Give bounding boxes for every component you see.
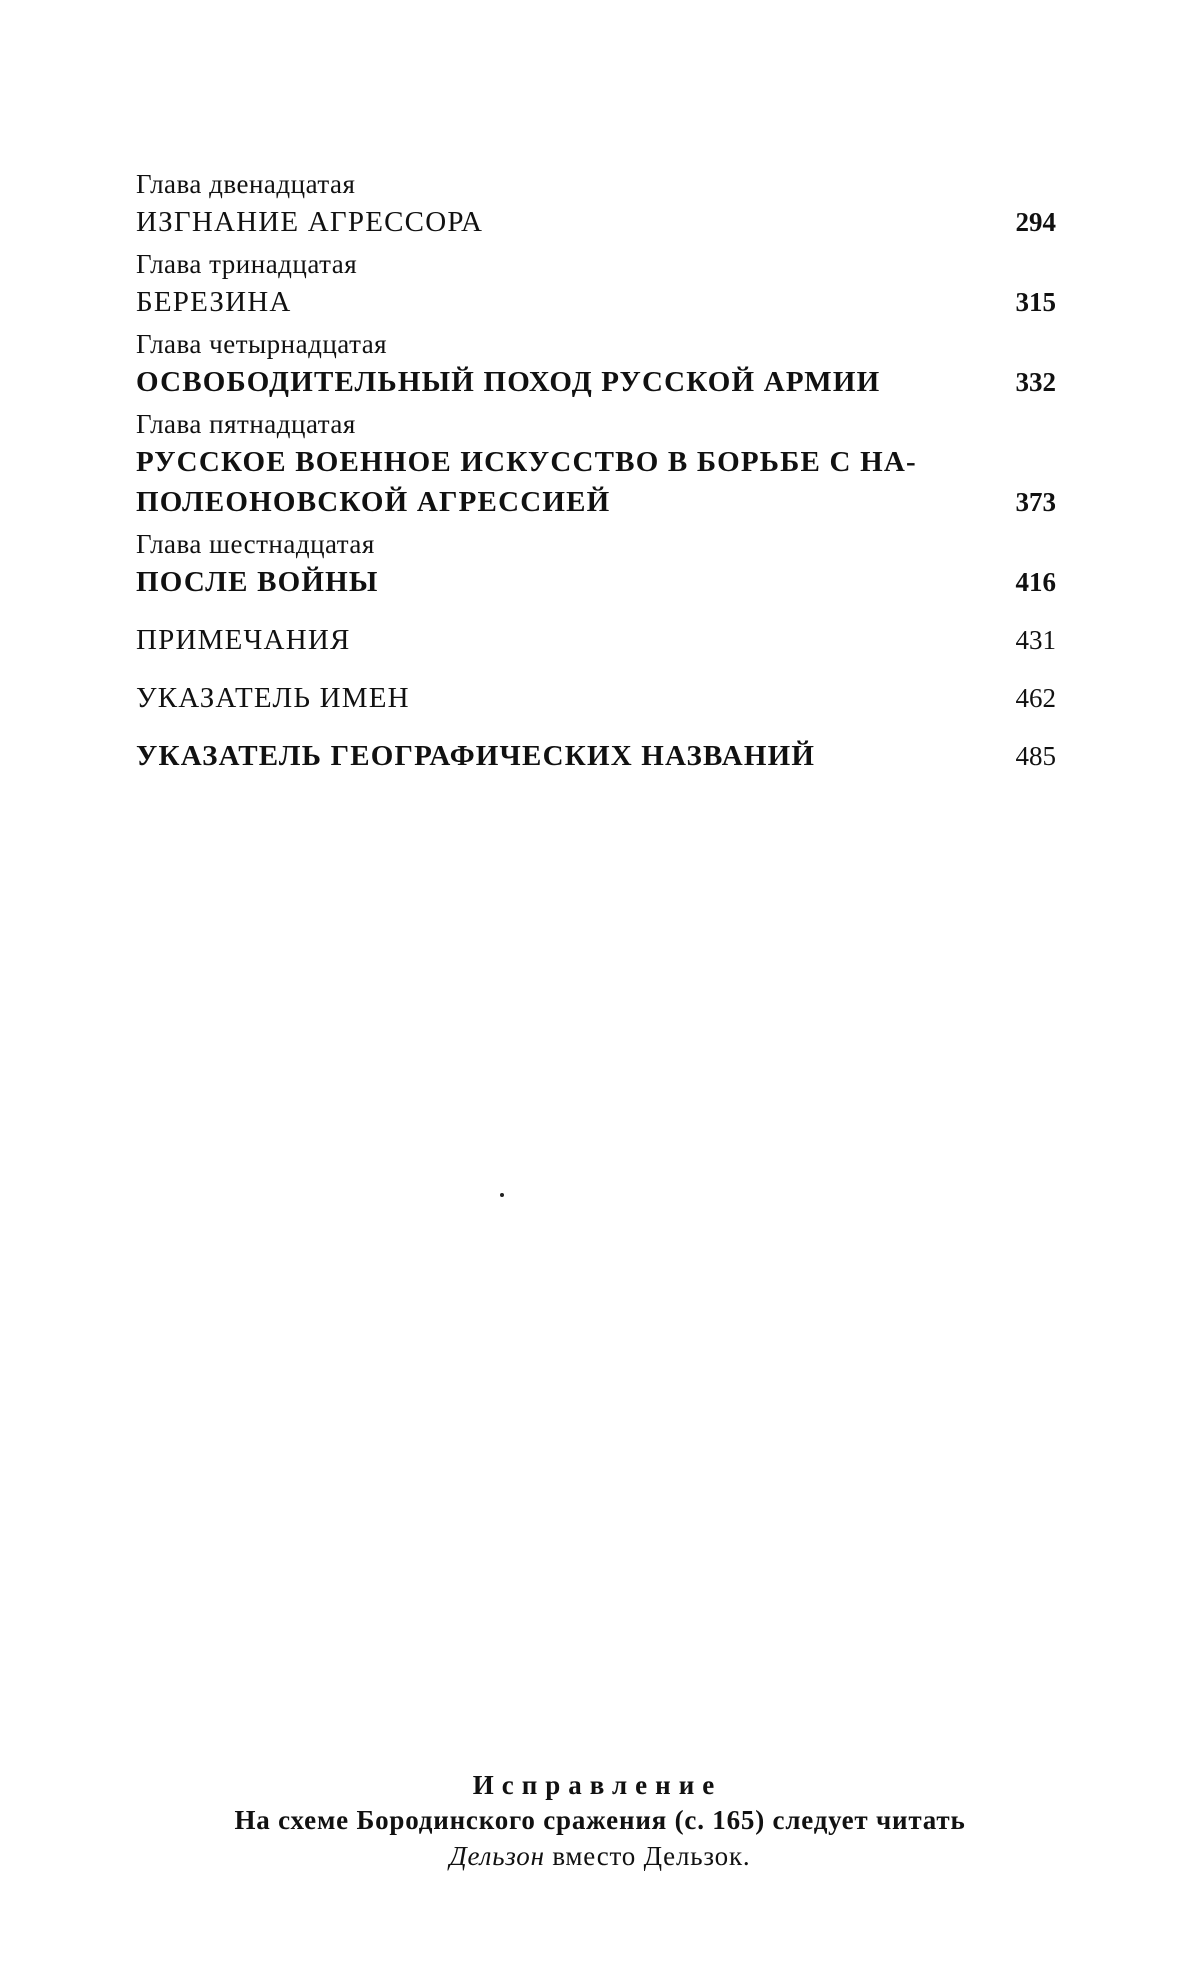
chapter-label: Глава пятнадцатая: [136, 409, 356, 439]
page-number: 332: [1015, 367, 1056, 397]
toc-row: [136, 678, 1056, 718]
section-title: УКАЗАТЕЛЬ ИМЕН: [136, 682, 410, 714]
toc-entry-chapter-12: [136, 166, 1056, 242]
page-number: 416: [1015, 567, 1056, 597]
chapter-label: Глава тринадцатая: [136, 249, 358, 279]
toc-entry-chapter-16: [136, 526, 1056, 602]
chapter-title: БЕРЕЗИНА: [136, 286, 292, 318]
toc-entry-geo-index: [136, 736, 1056, 776]
toc-row: [136, 482, 1056, 522]
chapter-label: Глава шестнадцатая: [136, 529, 375, 559]
correction-text-line-2: [0, 1838, 1200, 1874]
correction-heading: Исправление: [472, 1770, 723, 1800]
toc-row: [136, 362, 1056, 402]
toc-row: [136, 736, 1056, 776]
correction-text-line-1: На схеме Бородинского сражения (с. 165) следует читать: [234, 1805, 966, 1835]
chapter-label: Глава четырнадцатая: [136, 329, 388, 359]
toc-row: [136, 282, 1056, 322]
toc-row: [136, 562, 1056, 602]
page-number: 431: [1015, 625, 1056, 655]
correction-italic-name: Дельзон: [449, 1841, 545, 1871]
toc-entry-chapter-15: [136, 406, 1056, 522]
page-number: 294: [1015, 207, 1056, 237]
toc-row: [136, 620, 1056, 660]
chapter-title: ИЗГНАНИЕ АГРЕССОРА: [136, 206, 484, 238]
print-speck: [500, 1193, 504, 1197]
table-of-contents: [136, 166, 1056, 776]
correction-note: [0, 1768, 1200, 1874]
section-title: УКАЗАТЕЛЬ ГЕОГРАФИЧЕСКИХ НАЗВАНИЙ: [136, 740, 816, 772]
toc-entry-name-index: [136, 678, 1056, 718]
chapter-title: ПОСЛЕ ВОЙНЫ: [136, 566, 379, 598]
chapter-title: ОСВОБОДИТЕЛЬНЫЙ ПОХОД РУССКОЙ АРМИИ: [136, 366, 881, 398]
chapter-title-line-2: ПОЛЕОНОВСКОЙ АГРЕССИЕЙ: [136, 486, 611, 518]
section-title: ПРИМЕЧАНИЯ: [136, 624, 351, 656]
page-number: 373: [1015, 487, 1056, 517]
correction-text-rest: вместо Дельзок.: [544, 1841, 751, 1871]
chapter-label: Глава двенадцатая: [136, 169, 356, 199]
page-number: 485: [1015, 741, 1056, 771]
page-number: 462: [1015, 683, 1056, 713]
page-number: 315: [1015, 287, 1056, 317]
chapter-title-line-1: РУССКОЕ ВОЕННОЕ ИСКУССТВО В БОРЬБЕ С НА-: [136, 446, 917, 478]
toc-entry-chapter-13: [136, 246, 1056, 322]
toc-entry-chapter-14: [136, 326, 1056, 402]
toc-entry-notes: [136, 620, 1056, 660]
toc-row: [136, 202, 1056, 242]
